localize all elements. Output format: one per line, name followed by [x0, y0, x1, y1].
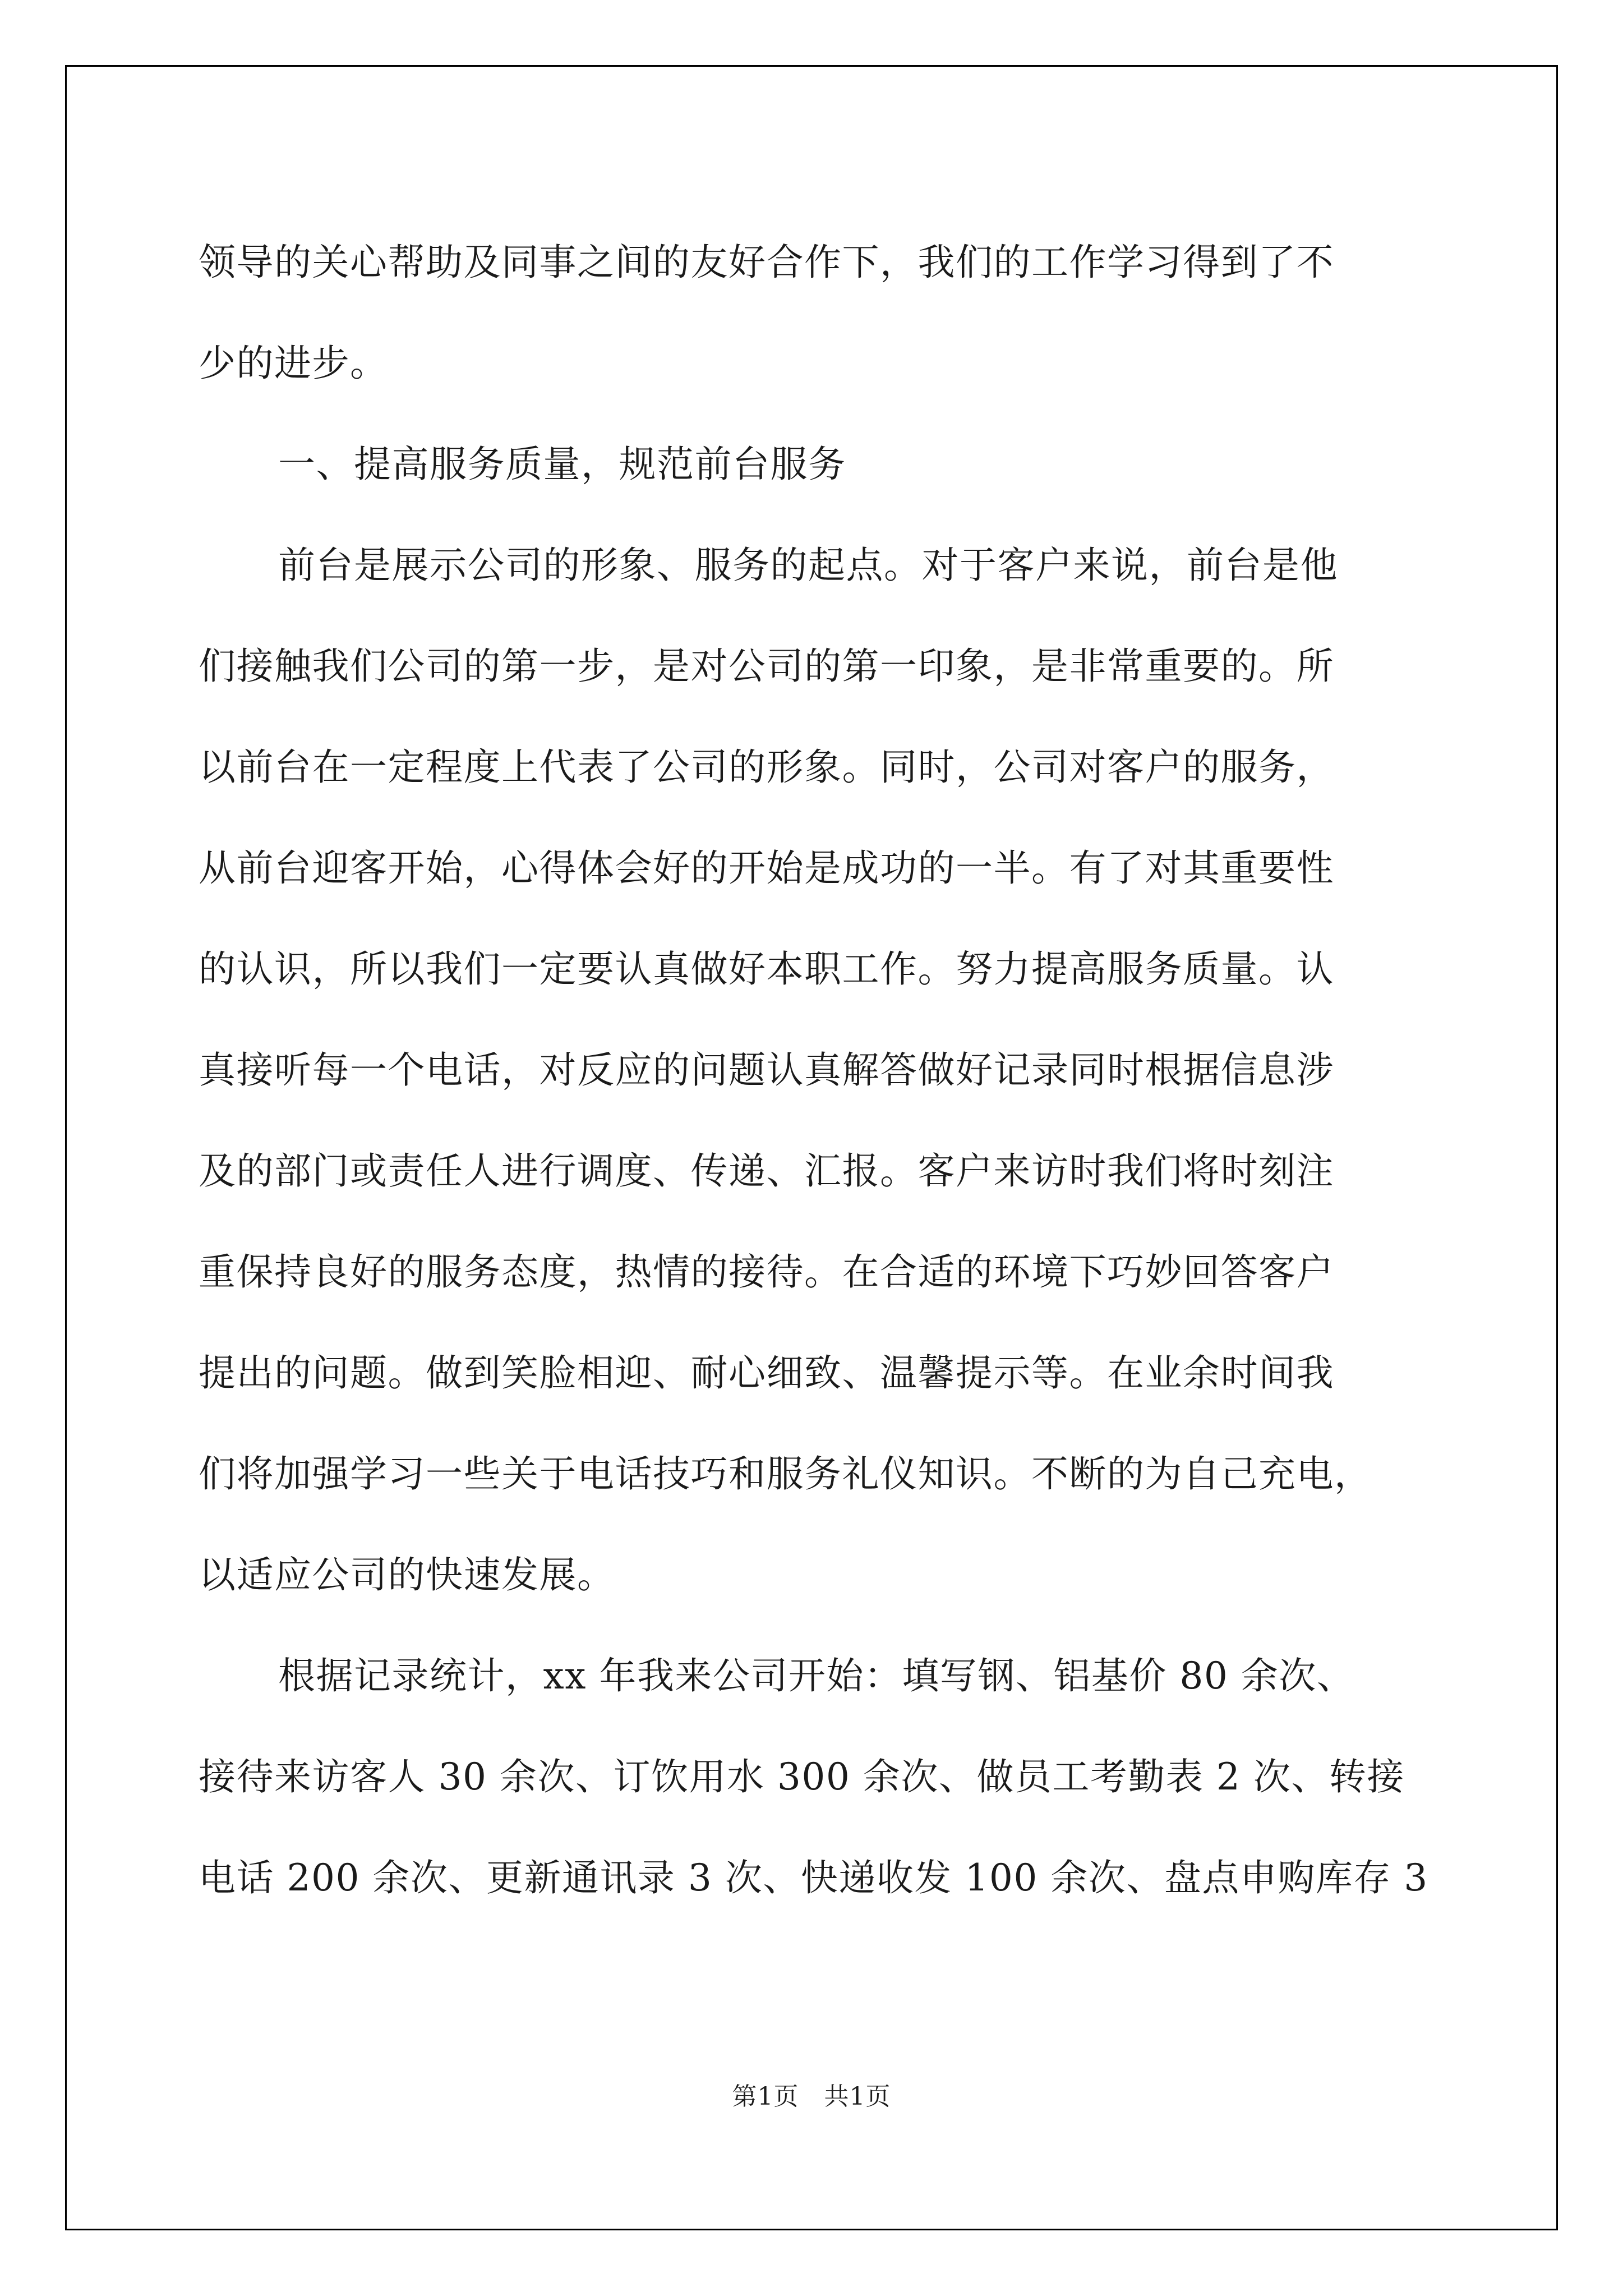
body-line-11: 重保持良好的服务态度，热情的接待。在合适的环境下巧妙回答客户: [199, 1250, 1334, 1294]
body-line-8: 的认识，所以我们一定要认真做好本职工作。努力提高服务质量。认: [199, 947, 1334, 991]
body-line-5: 们接触我们公司的第一步，是对公司的第一印象，是非常重要的。所: [199, 645, 1334, 688]
body-line-17: 电话 200 余次、更新通讯录 3 次、快递收发 100 余次、盘点申购库存 3: [199, 1856, 1428, 1899]
body-line-7: 从前台迎客开始，心得体会好的开始是成功的一半。有了对其重要性: [199, 846, 1334, 890]
body-line-12: 提出的问题。做到笑脸相迎、耐心细致、温馨提示等。在业余时间我: [199, 1351, 1334, 1395]
body-line-15: 根据记录统计，xx 年我来公司开始：填写钢、铝基价 80 余次、: [278, 1654, 1355, 1697]
body-line-4: 前台是展示公司的形象、服务的起点。对于客户来说，前台是他: [278, 544, 1338, 587]
body-line-6: 以前台在一定程度上代表了公司的形象。同时，公司对客户的服务，: [199, 746, 1334, 789]
document-body: [199, 212, 1427, 1929]
body-line-14: 以适应公司的快速发展。: [199, 1553, 615, 1596]
body-line-10: 及的部门或责任人进行调度、传递、汇报。客户来访时我们将时刻注: [199, 1149, 1334, 1193]
body-line-1: 领导的关心帮助及同事之间的友好合作下，我们的工作学习得到了不: [199, 241, 1334, 284]
section-heading: 一、提高服务质量，规范前台服务: [278, 443, 846, 486]
body-line-2: 少的进步。: [199, 342, 388, 385]
body-line-13: 们将加强学习一些关于电话技巧和服务礼仪知识。不断的为自己充电，: [199, 1452, 1372, 1496]
page-footer: 第1页 共1页: [732, 2082, 891, 2111]
body-line-9: 真接听每一个电话，对反应的问题认真解答做好记录同时根据信息涉: [199, 1048, 1334, 1092]
body-line-16: 接待来访客人 30 余次、订饮用水 300 余次、做员工考勤表 2 次、转接: [199, 1755, 1405, 1798]
